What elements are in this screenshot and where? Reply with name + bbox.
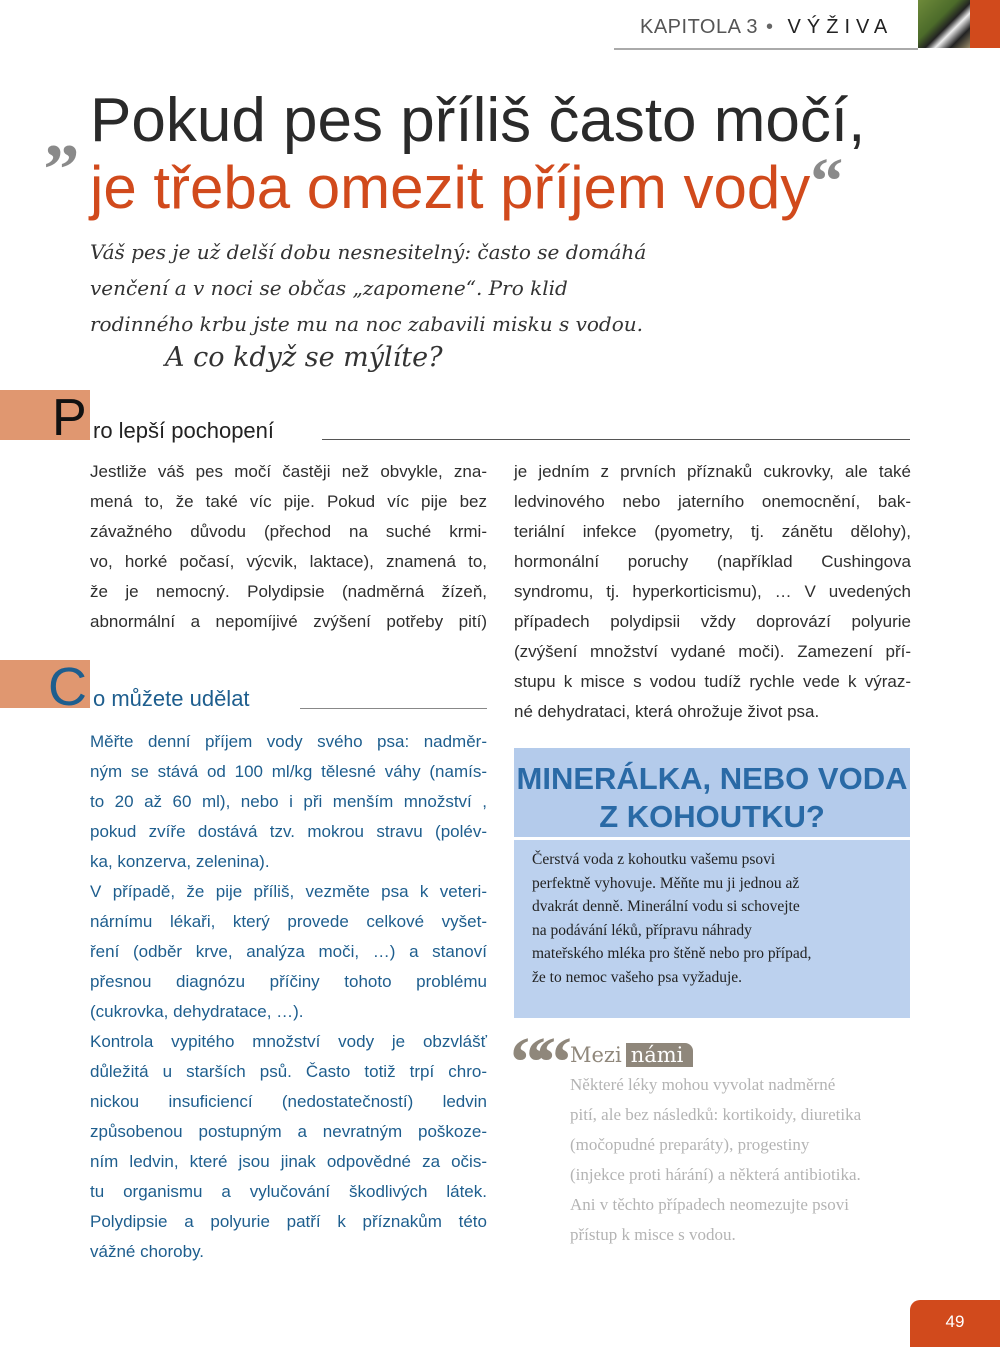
between-us-aside (510, 1022, 910, 1250)
text-line: dvakrát denně. Minerální vodu si schovejte (532, 898, 800, 915)
drop-cap-p: P (52, 389, 87, 447)
left-column-text (90, 457, 487, 637)
text-line: Měřte denní příjem vody svého psa: nadměr- (90, 732, 487, 751)
title-line-1: Pokud pes příliš často močí, (90, 86, 866, 155)
mineral-water-box (514, 748, 910, 1018)
quote-glyph: “ (536, 1022, 562, 1102)
text-line: ním ledvin, které jsou jinak odpovědné za očis- (90, 1152, 487, 1171)
close-quote-mark: “ (810, 145, 844, 218)
text-line: ření (odběr krve, analýza moči, …) a stanoví (90, 942, 487, 961)
text-line: vážné choroby. (90, 1242, 205, 1261)
text-line: ka, konzerva, zelenina). (90, 852, 270, 871)
text-line: přístup k misce s vodou. (570, 1225, 736, 1244)
text-line: abnormální a nepomíjivé zvýšení potřeby pití) (90, 612, 487, 631)
text-line: teriální infekce (pyometry, tj. zánětu dělohy), (514, 522, 911, 541)
text-line: pití, ale bez následků: kortikoidy, diuretika (570, 1105, 862, 1124)
accent-tab (970, 0, 1000, 48)
text-line: V případě, že pije příliš, vezměte psa k veteri- (90, 882, 487, 901)
heading-rule (300, 708, 487, 709)
text-line: nárnímu lékaři, který provede celkové vyšet- (90, 912, 487, 931)
aside-body (570, 1070, 910, 1250)
text-line: vo, horké počasí, výcvik, laktace), znamená to, (90, 552, 487, 571)
section-heading-what-to-do: o můžete udělat (93, 686, 250, 711)
text-line: případech polydipsii vždy doprovází polyurie (514, 612, 911, 631)
text-line: ným se stává od 100 ml/kg tělesné váhy (namís- (90, 762, 487, 781)
text-line: perfektně vyhovuje. Měňte mu ji jednou až (532, 874, 800, 892)
aside-title-word: Mezi (570, 1043, 622, 1067)
text-line: Polydipsie a polyurie patří k příznakům této (90, 1212, 487, 1231)
text-line: na podávání léků, přípravu náhrady (532, 921, 752, 939)
text-line: mená to, že také víc pije. Pokud víc pije bez (90, 492, 487, 511)
box-title (514, 748, 910, 840)
intro-line: venčení a v noci se občas „zapomene“. Pro klid (90, 276, 568, 300)
text-line: ledvinového nebo jaterního onemocnění, bak- (514, 492, 911, 511)
title-line-2-text: je třeba omezit příjem vody (90, 154, 811, 221)
text-line: závažného důvodu (přechod na suché krmi- (90, 522, 487, 541)
what-to-do-text (90, 727, 487, 1267)
box-title-line: MINERÁLKA, NEBO VODA (516, 761, 908, 796)
section-label: VÝŽIVA (787, 16, 894, 38)
text-line: hormonální poruchy (například Cushingova (514, 552, 911, 571)
drop-cap-c: C (48, 657, 87, 717)
text-line: Čerstvá voda z kohoutku vašemu psovi (532, 851, 776, 868)
aside-title-tag: námi (626, 1043, 694, 1067)
intro-text (90, 234, 650, 342)
text-line: (zvýšení množství vydané moči). Zamezení pří- (514, 642, 911, 661)
separator: • (766, 16, 774, 38)
text-line: Kontrola vypitého množství vody je obzvlášť (90, 1032, 487, 1051)
text-line: syndromu, tj. hyperkorticismu), … V uvedených (514, 582, 911, 601)
text-line: Jestliže váš pes močí častěji než obvykle, zna- (90, 462, 487, 481)
quote-mark-icon (510, 1022, 562, 1102)
text-line: (injekce proti hárání) a některá antibiotika. (570, 1165, 861, 1184)
quote-glyph: “ (510, 1022, 536, 1102)
header-rule (614, 48, 918, 50)
aside-title (570, 1040, 910, 1070)
intro-line: rodinného krbu jste mu na noc zabavili misku s vodou. (90, 312, 643, 336)
text-line: tu organismu a vylučování škodlivých látek. (90, 1182, 487, 1201)
section-heading-understanding: ro lepší pochopení (93, 418, 275, 443)
text-line: nickou insuficiencí (nedostatečností) ledvin (90, 1092, 487, 1111)
heading-rule (322, 439, 910, 440)
open-quote-mark: „ (44, 92, 80, 172)
text-line: způsobenou postupným a nevratným poškoze- (90, 1122, 487, 1141)
intro-question: A co když se mýlíte? (165, 342, 443, 373)
dog-photo-thumbnail (918, 0, 970, 48)
text-line: mateřského mléka pro štěně nebo pro případ, (532, 945, 812, 962)
text-line: stupu k misce s vodou tudíž rychle vede k výraz- (514, 672, 911, 691)
text-line: že je nemocný. Polydipsie (nadměrná žízeň, (90, 582, 487, 601)
text-line: přesnou diagnózu příčiny tohoto problému (90, 972, 487, 991)
text-line: pokud zvíře dostává tzv. mokrou stravu (polév- (90, 822, 487, 841)
box-body (514, 840, 910, 989)
text-line: (cukrovka, dehydratace, …). (90, 1002, 304, 1021)
right-column (510, 457, 911, 1250)
page-number: 49 (910, 1300, 1000, 1347)
text-line: né dehydrataci, která ohrožuje život psa. (514, 702, 820, 721)
text-line: Některé léky mohou vyvolat nadměrné (570, 1075, 836, 1094)
text-line: důležitá u starších psů. Často totiž trpí chro- (90, 1062, 487, 1081)
chapter-label: KAPITOLA 3 (640, 16, 759, 38)
text-line: Ani v těchto případech neomezujte psovi (570, 1195, 849, 1214)
text-line: to 20 až 60 ml), nebo i při menším množství , (90, 792, 487, 811)
text-line: (močopudné preparáty), progestiny (570, 1135, 810, 1154)
text-line: je jedním z prvních příznaků cukrovky, ale také (514, 462, 911, 481)
running-header (640, 16, 893, 39)
text-line: že to nemoc vašeho psa vyžaduje. (532, 968, 743, 986)
title-line-2 (90, 145, 844, 224)
right-column-text (514, 457, 911, 727)
box-title-line: Z KOHOUTKU? (599, 799, 825, 834)
intro-line: Váš pes je už delší dobu nesnesitelný: často se domáhá (90, 240, 647, 264)
